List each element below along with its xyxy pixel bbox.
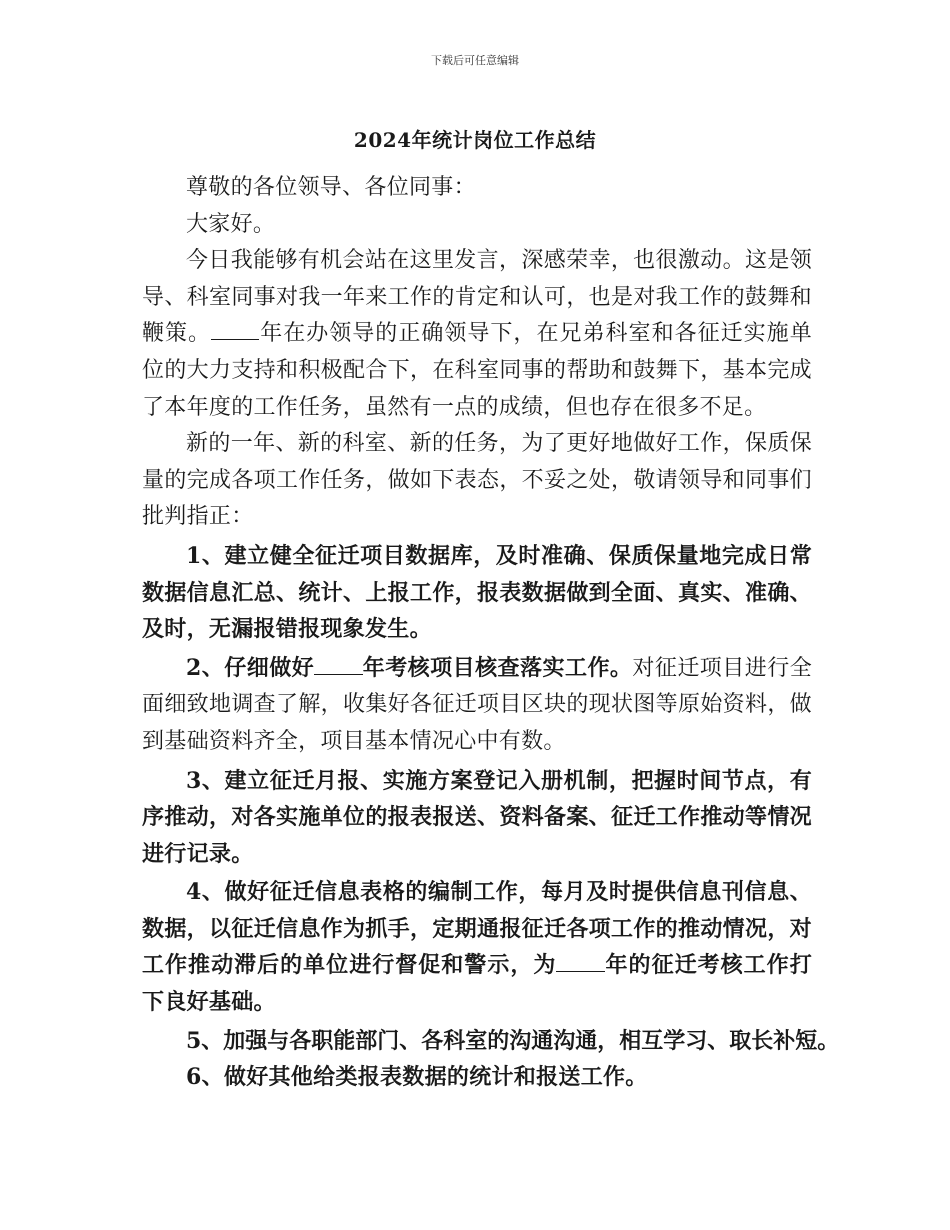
header-note: 下载后可任意编辑 [431, 54, 519, 67]
paragraph-1-part-a: 今日我能够有机会站在这里发言，深感荣幸，也很激动。这是领导、科室同事对我一年来工作的肯定和认可，也是对我工作的鼓舞和鞭策。 [142, 248, 812, 347]
paragraph-1-part-b: 年在办领导的正确领导下，在兄弟科室和各征迁实施单位的大力支持和积极配合下，在科室同事的帮助和鼓舞下，基本完成了本年度的工作任务，虽然有一点的成绩，但也存在很多不足。 [142, 321, 813, 420]
list-item-1: 1、建立健全征迁项目数据库，及时准确、保质保量地完成日常数据信息汇总、统计、上报工作，报表数据做到全面、真实、准确、及时，无漏报错报现象发生。 [142, 542, 812, 643]
salutation: 尊敬的各位领导、各位同事： [186, 175, 476, 200]
document-body [142, 170, 840, 1096]
list-item-2-rest: 对征迁项目进行全面细致地调查了解，收集好各征迁项目区块的现状图等原始资料，做到基础资料齐全，项目基本情况心中有数。 [142, 655, 812, 754]
list-item-2-prefix: 2、仔细做好 [186, 654, 315, 681]
greeting: 大家好。 [186, 211, 276, 237]
paragraph-2: 新的一年、新的科室、新的任务，为了更好地做好工作，保质保量的完成各项工作任务，做如下表态，不妥之处，敬请领导和同事们批判指正： [142, 431, 812, 530]
list-item-4-part-a: 4、做好征迁信息表格的编制工作，每月及时提供信息刊信息、数据，以征迁信息作为抓手，定期通报征迁各项工作的推动情况，对工作推动滞后的单位进行督促和警示，为 [142, 879, 812, 979]
paragraph-1 [142, 243, 812, 426]
document-title: 2024年统计岗位工作总结 [353, 128, 597, 152]
blank-underline [314, 654, 362, 675]
list-item-2-bold: 年考核项目核查落实工作。 [362, 654, 633, 681]
list-item-2 [142, 650, 812, 761]
list-item-3: 3、建立征迁月报、实施方案登记入册机制，把握时间节点，有序推动，对各实施单位的报表报送、资料备案、征迁工作推动等情况进行记录。 [142, 767, 812, 867]
list-item-4 [142, 874, 812, 1020]
list-item-4-part-b: 年的征迁考核工作打下良好基础。 [142, 952, 812, 1016]
list-item-5: 5、加强与各职能部门、各科室的沟通沟通，相互学习、取长补短。 [186, 1027, 840, 1054]
list-item-6: 6、做好其他给类报表数据的统计和报送工作。 [186, 1064, 648, 1091]
blank-underline [556, 952, 604, 973]
blank-underline [211, 320, 259, 341]
